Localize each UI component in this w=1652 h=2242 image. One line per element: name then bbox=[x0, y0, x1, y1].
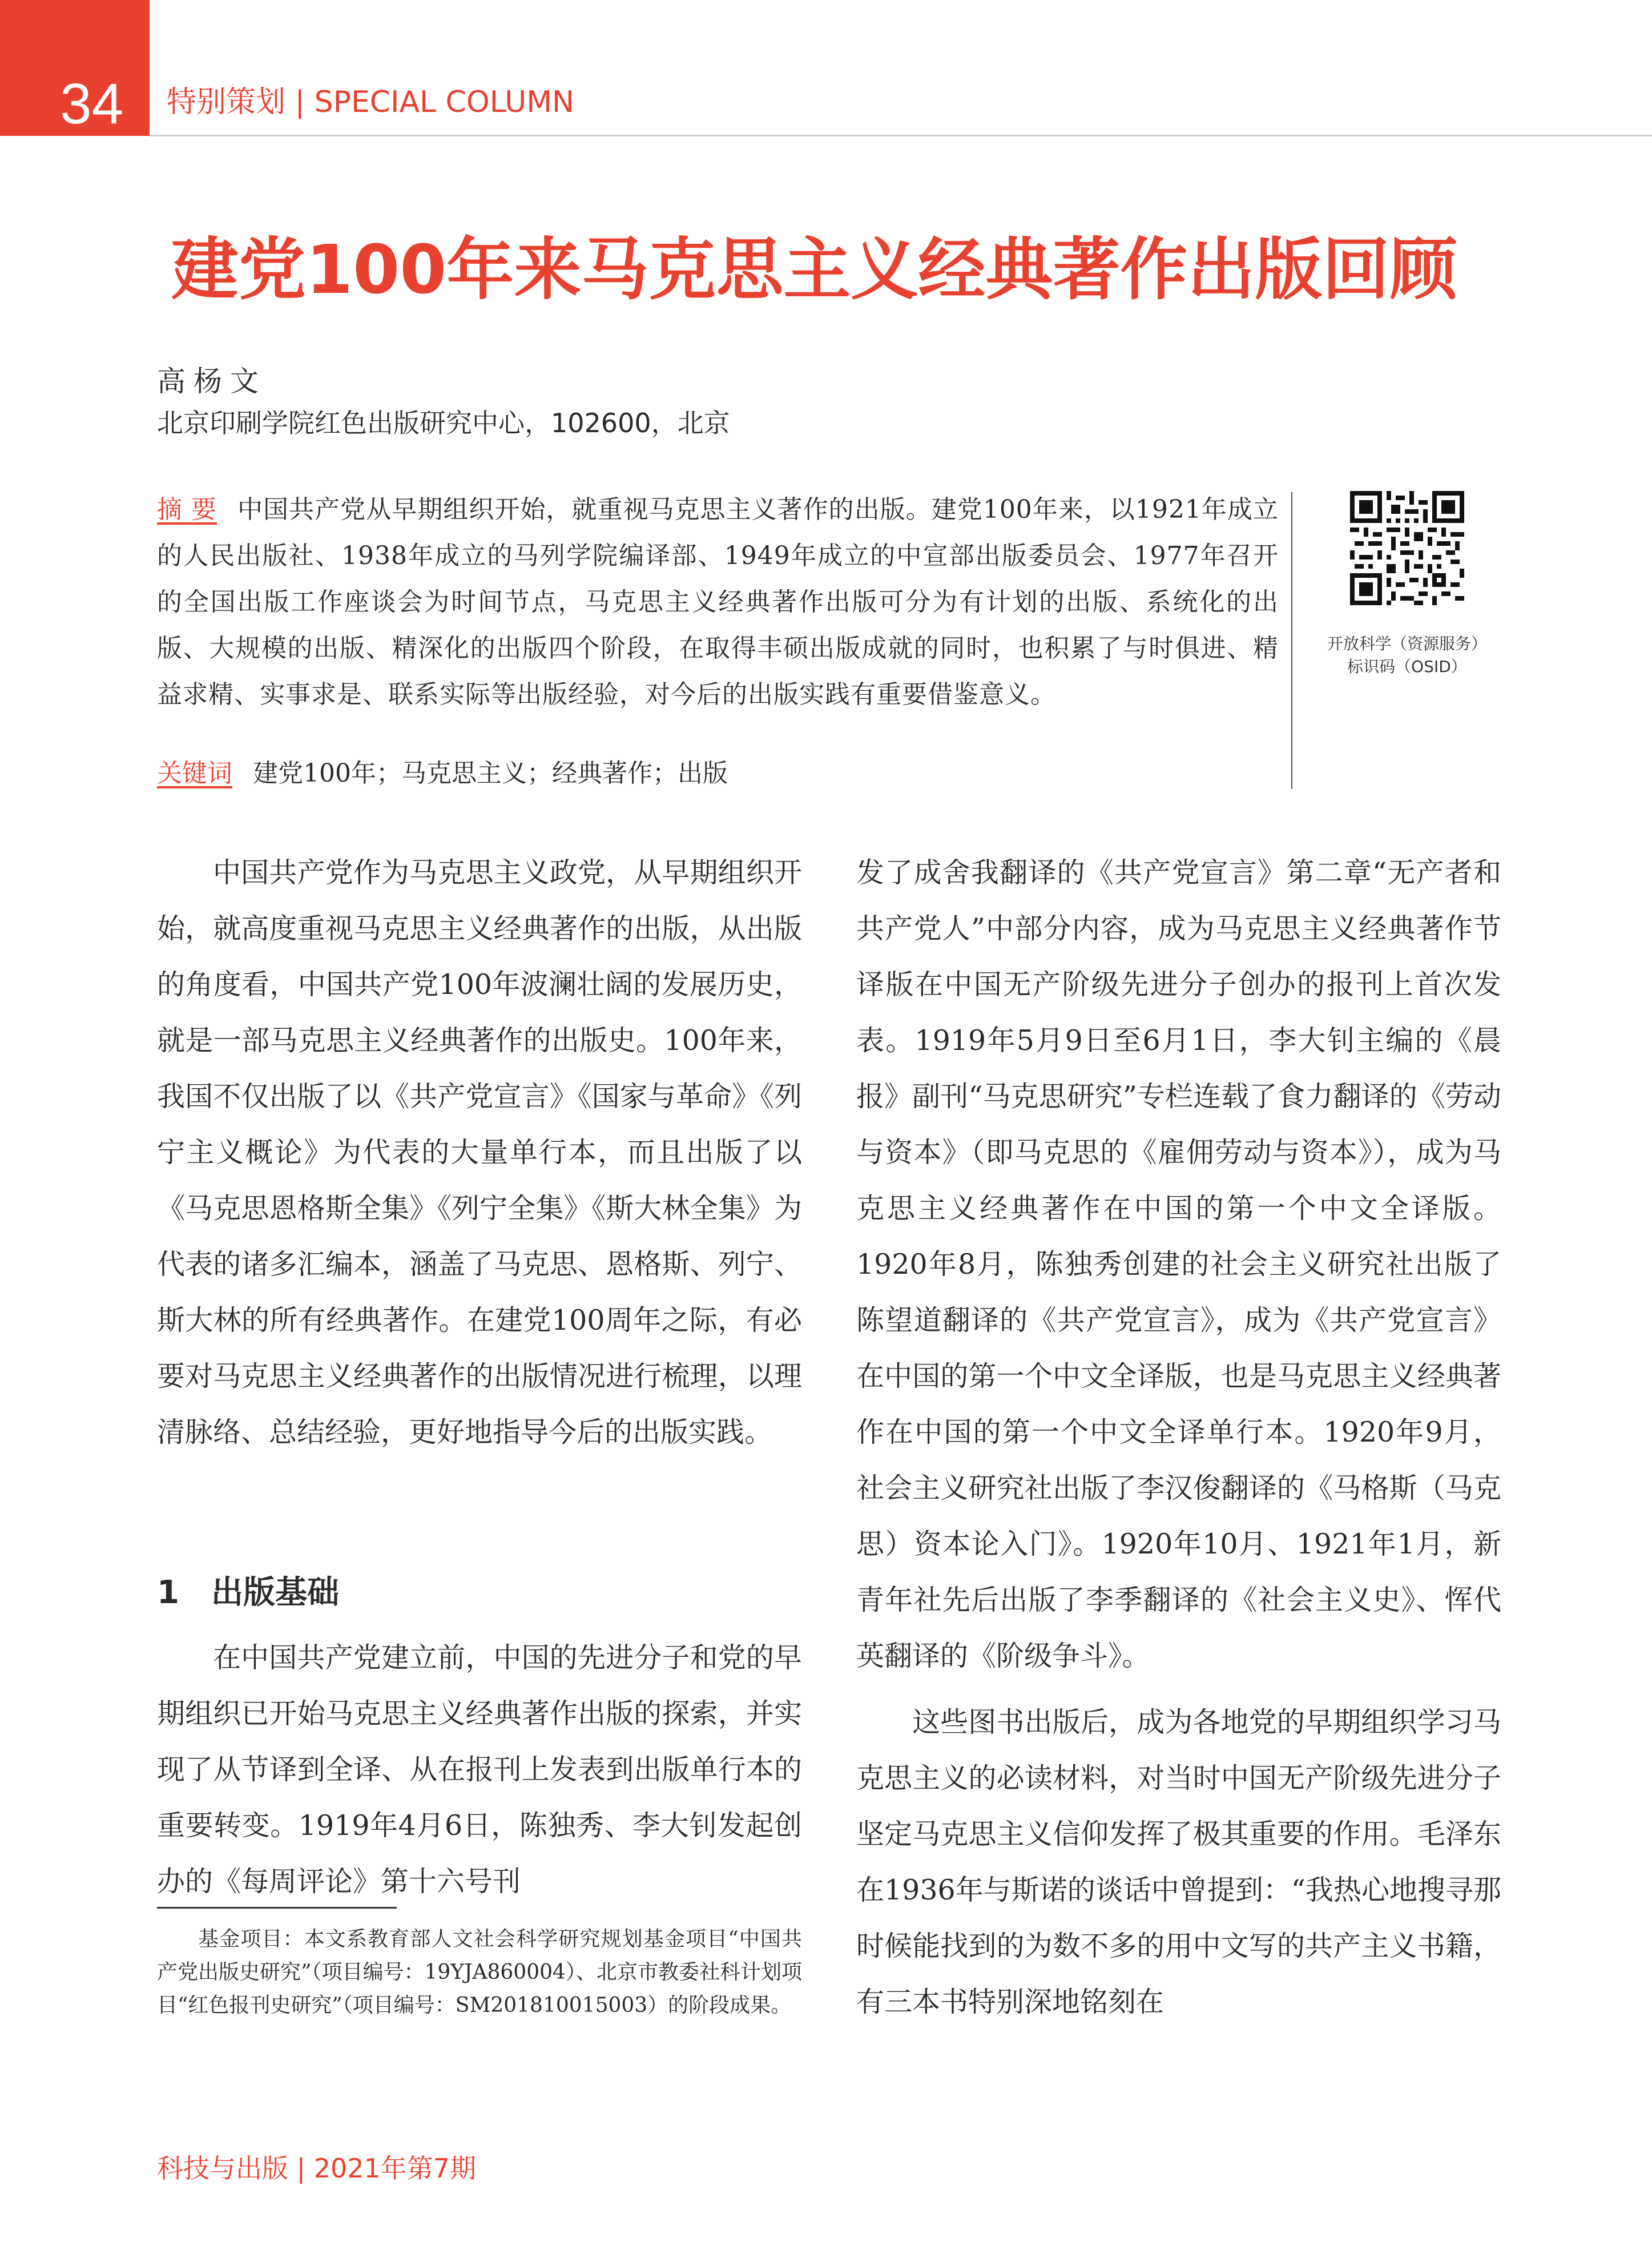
page-number-box bbox=[0, 0, 150, 136]
abstract bbox=[157, 486, 1279, 718]
keywords-text: 建党100年；马克思主义；经典著作；出版 bbox=[253, 759, 728, 788]
section-heading: 1 出版基础 bbox=[157, 1574, 339, 1611]
abstract-label: 摘 要 bbox=[157, 495, 217, 524]
abstract-divider bbox=[1291, 492, 1292, 789]
article-title: 建党100年来马克思主义经典著作出版回顾 bbox=[171, 230, 1457, 309]
left-column bbox=[157, 845, 802, 1460]
right-column bbox=[856, 845, 1501, 2030]
qr-caption-line1: 开放科学（资源服务） bbox=[1327, 634, 1487, 653]
right-paragraph-1: 发了成舍我翻译的《共产党宣言》第二章“无产者和共产党人”中部分内容，成为马克思主义经典著作节译版在中国无产阶级先进分子创办的报刊上首次发表。1919年5月9日至6月1日，李大钊主编的《晨报》副刊“马克思研究”专栏连载了食力翻译的《劳动与资本》（即马克思的《雇佣劳动与资本》），成为马克思主义经典著作在中国的第一个中文全译版。1920年8月，陈独秀创建的社会主义研究社出版了陈望道翻译的《共产党宣言》，成为《共产党宣言》在中国的第一个中文全译版，也是马克思主义经典著作在中国的第一个中文全译单行本。1920年9月，社会主义研究社出版了李汉俊翻译的《马格斯（马克思）资本论入门》。1920年10月、1921年1月，新青年社先后出版了李季翻译的《社会主义史》、恽代英翻译的《阶级争斗》。 bbox=[856, 856, 1501, 1672]
left-column-section1 bbox=[157, 1630, 802, 1910]
section1-paragraph: 在中国共产党建立前，中国的先进分子和党的早期组织已开始马克思主义经典著作出版的探索，并实现了从节译到全译、从在报刊上发表到出版单行本的重要转变。1919年4月6日，陈独秀、李大钊发起创办的《每周评论》第十六号刊 bbox=[157, 1641, 802, 1898]
keywords-label: 关键词 bbox=[157, 759, 232, 788]
column-header: 特别策划 | SPECIAL COLUMN bbox=[167, 85, 574, 119]
funding-footnote: 基金项目：本文系教育部人文社会科学研究规划基金项目“中国共产党出版史研究”（项目编号：19YJA860004）、北京市教委社科计划项目“红色报刊史研究”（项目编号：SM201810015003）的阶段成果。 bbox=[157, 1927, 802, 2017]
page-number: 34 bbox=[60, 72, 124, 136]
qr-code-icon bbox=[1350, 491, 1464, 605]
author: 高杨文 bbox=[157, 365, 267, 398]
affiliation: 北京印刷学院红色出版研究中心，102600，北京 bbox=[157, 408, 730, 438]
abstract-text: 中国共产党从早期组织开始，就重视马克思主义著作的出版。建党100年来，以1921年成立的人民出版社、1938年成立的马列学院编译部、1949年成立的中宣部出版委员会、1977年召开的全国出版工作座谈会为时间节点，马克思主义经典著作出版可分为有计划的出版、系统化的出版、大规模的出版、精深化的出版四个阶段，在取得丰硕出版成就的同时，也积累了与时俱进、精益求精、实事求是、联系实际等出版经验，对今后的出版实践有重要借鉴意义。 bbox=[157, 495, 1279, 709]
right-paragraph-2: 这些图书出版后，成为各地党的早期组织学习马克思主义的必读材料，对当时中国无产阶级先进分子坚定马克思主义信仰发挥了极其重要的作用。毛泽东在1936年与斯诺的谈话中曾提到：“我热心地搜寻那时候能找到的为数不多的用中文写的共产主义书籍，有三本书特别深地铭刻在 bbox=[856, 1706, 1501, 2018]
header-divider bbox=[150, 135, 1652, 136]
journal-footer: 科技与出版 | 2021年第7期 bbox=[157, 2153, 477, 2184]
intro-paragraph: 中国共产党作为马克思主义政党，从早期组织开始，就高度重视马克思主义经典著作的出版，从出版的角度看，中国共产党100年波澜壮阔的发展历史，就是一部马克思主义经典著作的出版史。100年来，我国不仅出版了以《共产党宣言》《国家与革命》《列宁主义概论》为代表的大量单行本，而且出版了以《马克思恩格斯全集》《列宁全集》《斯大林全集》为代表的诸多汇编本，涵盖了马克思、恩格斯、列宁、斯大林的所有经典著作。在建党100周年之际，有必要对马克思主义经典著作的出版情况进行梳理，以理清脉络、总结经验，更好地指导今后的出版实践。 bbox=[157, 856, 802, 1448]
footnote-divider bbox=[157, 1907, 397, 1909]
keywords bbox=[157, 752, 728, 789]
qr-caption bbox=[1313, 633, 1501, 678]
qr-caption-line2: 标识码（OSID） bbox=[1347, 657, 1467, 676]
